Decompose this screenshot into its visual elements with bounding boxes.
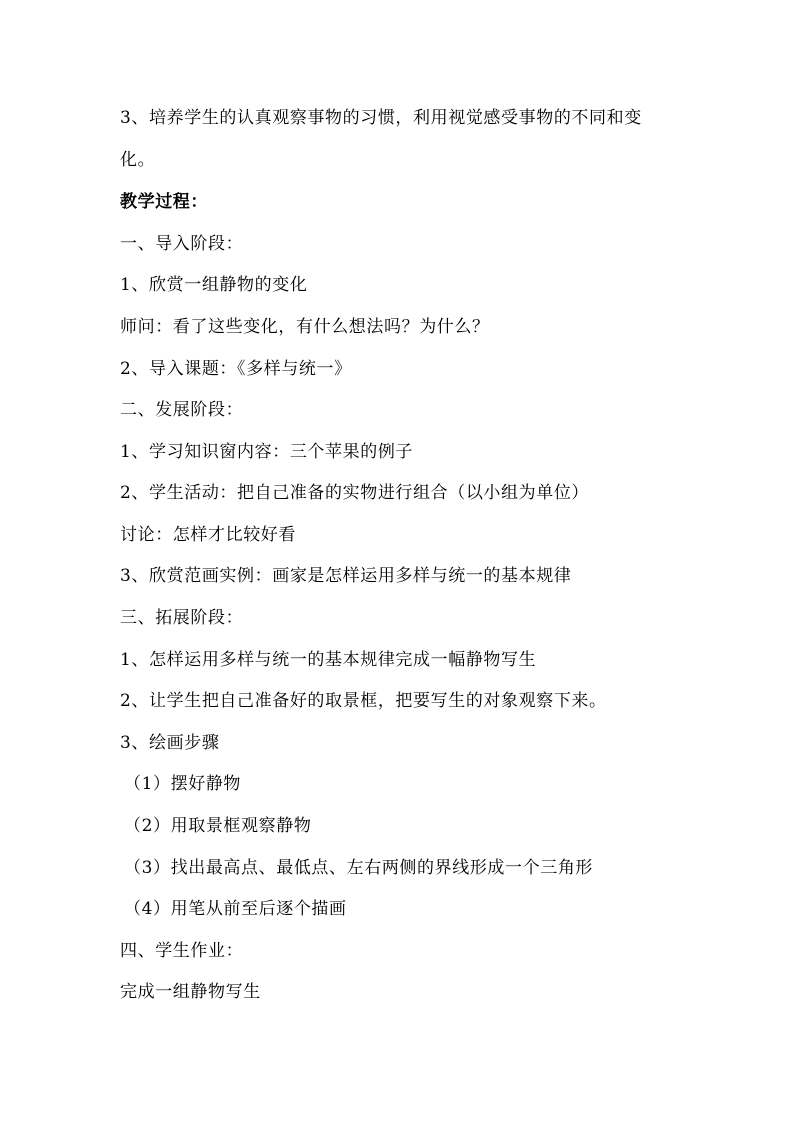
step-item: （2）用取景框观察静物 [124, 816, 312, 836]
text-line: 2、让学生把自己准备好的取景框，把要写生的对象观察下来。 [120, 691, 607, 711]
text-line: 3、绘画步骤 [120, 733, 220, 753]
text-line: 3、欣赏范画实例：画家是怎样运用多样与统一的基本规律 [120, 566, 572, 586]
text-line: 师问：看了这些变化，有什么想法吗？为什么？ [120, 317, 490, 337]
text-line: 1、欣赏一组静物的变化 [120, 275, 308, 295]
text-line: 2、学生活动：把自己准备的实物进行组合（以小组为单位） [120, 483, 590, 503]
section-heading-teaching-process: 教学过程： [120, 192, 208, 212]
text-line: 讨论：怎样才比较好看 [120, 525, 296, 545]
step-item: （3）找出最高点、最低点、左右两侧的界线形成一个三角形 [124, 858, 594, 878]
text-line: 1、学习知识窗内容：三个苹果的例子 [120, 442, 414, 462]
section-heading-development: 二、发展阶段： [120, 400, 244, 420]
text-line-objective-3: 3、培养学生的认真观察事物的习惯，利用视觉感受事物的不同和变 [120, 108, 642, 128]
section-heading-intro: 一、导入阶段： [120, 234, 244, 254]
section-heading-homework: 四、学生作业： [120, 941, 244, 961]
text-line: 2、导入课题：《多样与统一》 [120, 359, 352, 379]
step-item: （4）用笔从前至后逐个描画 [124, 899, 347, 919]
text-line: 1、怎样运用多样与统一的基本规律完成一幅静物写生 [120, 650, 537, 670]
text-line-objective-3-cont: 化。 [120, 150, 156, 170]
section-heading-extension: 三、拓展阶段： [120, 608, 244, 628]
text-line: 完成一组静物写生 [120, 982, 261, 1002]
step-item: （1）摆好静物 [124, 774, 242, 794]
